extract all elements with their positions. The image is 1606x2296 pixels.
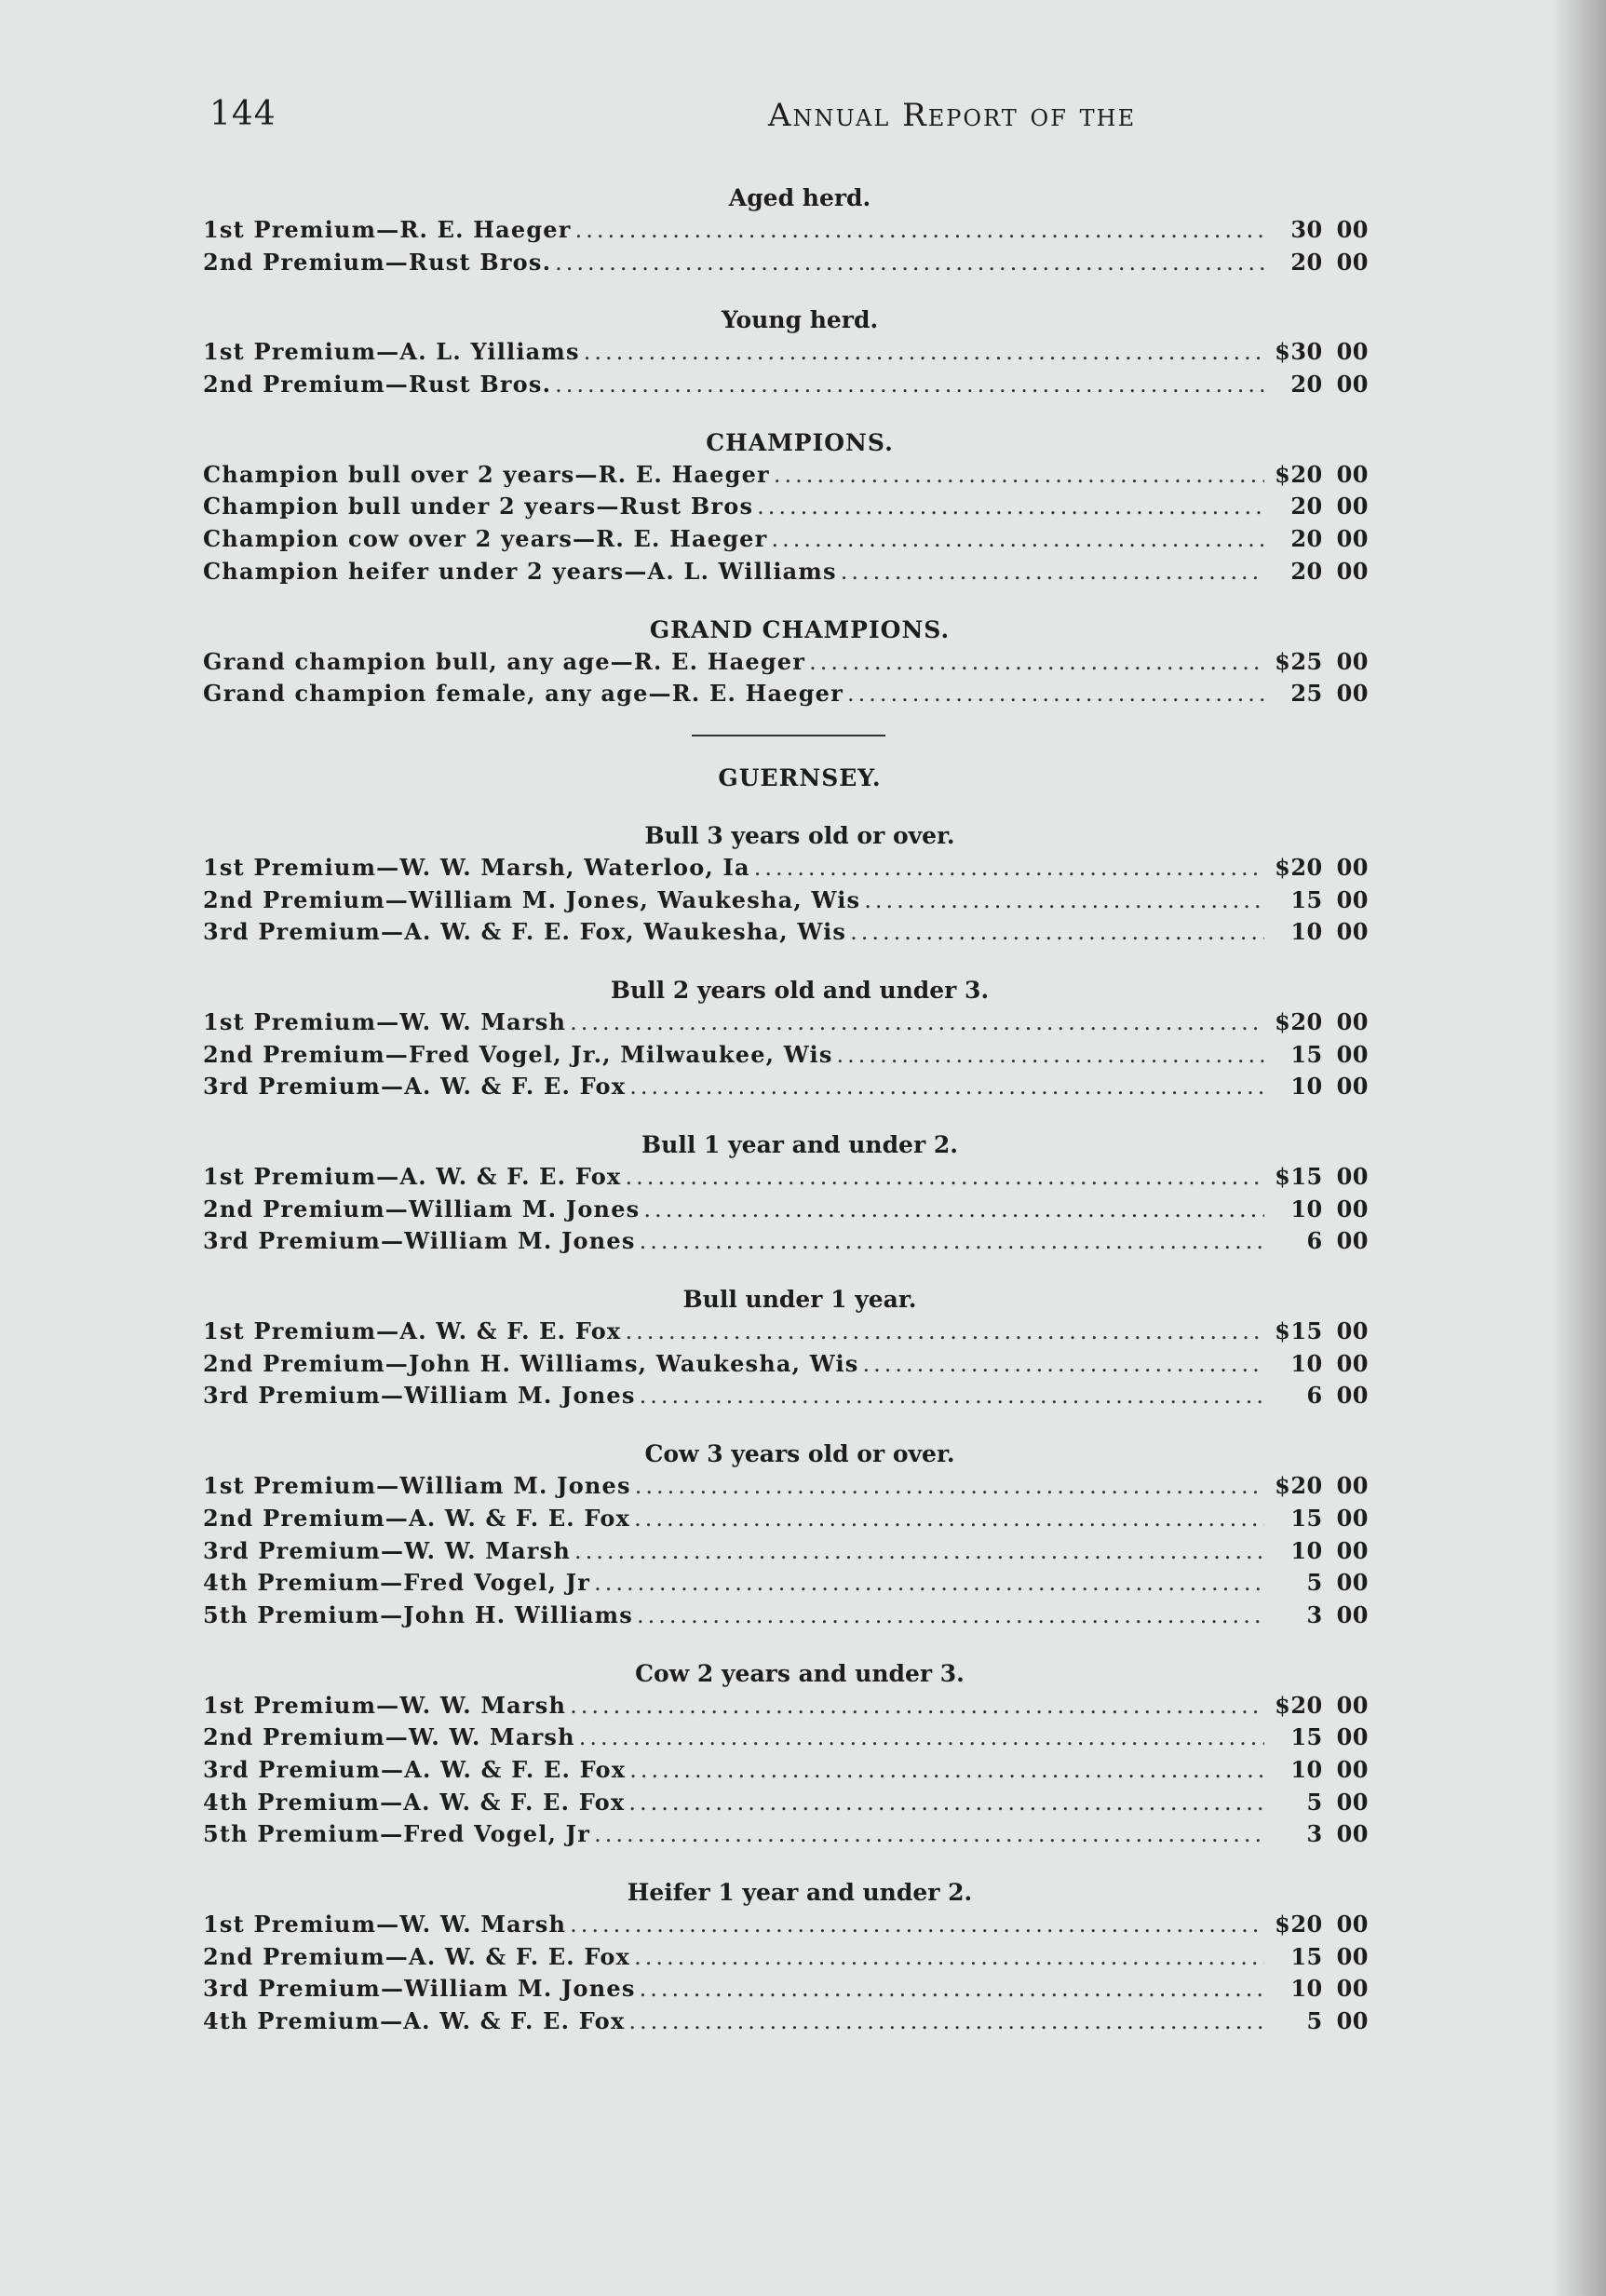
guernsey-sections (203, 820, 1369, 2038)
premium-amount: 15 00 (1290, 1504, 1369, 1532)
dot-leader (860, 885, 1264, 917)
dot-leader (846, 916, 1264, 949)
dot-leader (551, 369, 1264, 401)
premium-row (203, 1039, 1369, 1072)
premium-row (203, 1941, 1369, 1974)
premium-amount: 6 00 (1306, 1382, 1369, 1410)
dot-leader (631, 1470, 1264, 1503)
premium-label: 4th Premium—A. W. & F. E. Fox (203, 1788, 626, 1816)
premium-amount: 20 00 (1290, 371, 1369, 398)
dot-leader (621, 1316, 1264, 1348)
premium-amount: 10 00 (1290, 1755, 1369, 1783)
premium-label: 2nd Premium—John H. Williams, Waukesha, Wis (203, 1349, 859, 1377)
premium-label: 1st Premium—A. L. Yilliams (203, 338, 580, 366)
premium-amount: 10 00 (1290, 1195, 1369, 1222)
premium-amount: 10 00 (1290, 1073, 1369, 1101)
premium-amount: 30 00 (1290, 216, 1369, 243)
premium-amount: 25 00 (1290, 680, 1369, 708)
premium-label: 2nd Premium—William M. Jones, Waukesha, Wis (203, 885, 861, 913)
premium-amount: 5 00 (1306, 1569, 1369, 1597)
dot-leader (625, 2006, 1264, 2038)
premium-row (203, 646, 1369, 679)
premium-row (203, 1973, 1369, 2006)
premium-row (203, 1600, 1369, 1632)
premium-label: 2nd Premium—Rust Bros. (203, 248, 552, 276)
dot-leader (633, 1600, 1264, 1632)
premium-label: 5th Premium—Fred Vogel, Jr (203, 1820, 591, 1848)
premium-label: 2nd Premium—A. W. & F. E. Fox (203, 1942, 631, 1970)
dot-leader (590, 1818, 1264, 1851)
premium-row (203, 1690, 1369, 1722)
premium-label: 1st Premium—W. W. Marsh (203, 1007, 567, 1035)
dot-leader (566, 1690, 1264, 1722)
dot-leader (753, 491, 1264, 523)
dot-leader (580, 336, 1264, 369)
page-header (209, 95, 1373, 142)
premium-amount: $20 00 (1275, 460, 1369, 488)
section-heading: Heifer 1 year and under 2. (627, 1879, 973, 1906)
premium-amount: 3 00 (1306, 1820, 1369, 1848)
premium-row (203, 1316, 1369, 1348)
premium-label: 3rd Premium—A. W. & F. E. Fox (203, 1073, 627, 1101)
premium-amount: $20 00 (1275, 1911, 1369, 1938)
premium-row (203, 491, 1369, 523)
dot-leader (566, 1006, 1264, 1039)
dot-leader (571, 1535, 1264, 1568)
premium-label: 3rd Premium—W. W. Marsh (203, 1536, 571, 1564)
dot-leader (750, 852, 1264, 885)
premium-row (203, 1535, 1369, 1568)
dot-leader (625, 1787, 1264, 1819)
premium-amount: 15 00 (1290, 1723, 1369, 1751)
page-number: 144 (209, 95, 277, 133)
premium-row (203, 1787, 1369, 1819)
premium-label: Champion heifer under 2 years—A. L. Williams (203, 557, 837, 585)
premium-label: 2nd Premium—Rust Bros. (203, 371, 552, 398)
premium-row (203, 336, 1369, 369)
premium-label: 2nd Premium—Fred Vogel, Jr., Milwaukee, Wis (203, 1040, 833, 1068)
premium-amount: $20 00 (1275, 1472, 1369, 1500)
dot-leader (590, 1567, 1264, 1600)
premium-row (203, 369, 1369, 401)
shorthorn-sections (203, 182, 1369, 710)
premium-row (203, 1470, 1369, 1503)
section-heading: Bull 1 year and under 2. (641, 1131, 958, 1158)
section-heading: Aged herd. (728, 184, 871, 211)
premium-row (203, 1225, 1369, 1258)
section-heading: Bull under 1 year. (682, 1286, 917, 1314)
premium-row (203, 2006, 1369, 2038)
premium-row (203, 1380, 1369, 1412)
premium-amount: 6 00 (1306, 1227, 1369, 1255)
premium-label: 4th Premium—A. W. & F. E. Fox (203, 2007, 626, 2035)
premium-label: 1st Premium—William M. Jones (203, 1472, 631, 1500)
premium-amount: $30 00 (1275, 338, 1369, 366)
premium-amount: 10 00 (1290, 1975, 1369, 2003)
premium-amount: 20 00 (1290, 525, 1369, 553)
premium-label: 3rd Premium—A. W. & F. E. Fox, Waukesha, Wis (203, 918, 847, 946)
premium-label: 3rd Premium—William M. Jones (203, 1382, 636, 1410)
premium-label: 3rd Premium—William M. Jones (203, 1975, 636, 2003)
dot-leader (843, 678, 1264, 710)
premium-label: 3rd Premium—A. W. & F. E. Fox (203, 1755, 627, 1783)
section-heading: Cow 3 years old or over. (644, 1440, 955, 1468)
dot-leader (621, 1161, 1264, 1194)
premium-row (203, 247, 1369, 279)
premium-label: 1st Premium—A. W. & F. E. Fox (203, 1317, 622, 1345)
premium-row (203, 852, 1369, 885)
running-head: Annual Report of the (768, 97, 1137, 134)
premium-amount: 10 00 (1290, 1349, 1369, 1377)
premium-row (203, 885, 1369, 917)
dot-leader (805, 646, 1264, 679)
dot-leader (626, 1754, 1264, 1787)
premium-label: Grand champion female, any age—R. E. Haeger (203, 680, 843, 708)
premium-label: 1st Premium—R. E. Haeger (203, 216, 572, 243)
dot-leader (770, 459, 1264, 492)
premium-label: 1st Premium—A. W. & F. E. Fox (203, 1163, 622, 1190)
dot-leader (575, 1722, 1264, 1754)
dot-leader (630, 1941, 1264, 1974)
dot-leader (551, 247, 1264, 279)
premium-list (203, 182, 1369, 2038)
premium-row (203, 916, 1369, 949)
premium-amount: $15 00 (1275, 1317, 1369, 1345)
premium-amount: 15 00 (1290, 885, 1369, 913)
premium-label: 2nd Premium—William M. Jones (203, 1195, 641, 1222)
premium-row (203, 523, 1369, 556)
premium-label: 1st Premium—W. W. Marsh, Waterloo, Ia (203, 853, 750, 881)
premium-row (203, 1348, 1369, 1381)
dot-leader (837, 556, 1264, 588)
section-heading: Young herd. (721, 306, 879, 334)
dot-leader (636, 1380, 1264, 1412)
dot-leader (626, 1071, 1264, 1103)
premium-amount: $15 00 (1275, 1163, 1369, 1190)
premium-label: Champion cow over 2 years—R. E. Haeger (203, 525, 768, 553)
premium-amount: $25 00 (1275, 647, 1369, 675)
premium-row (203, 1194, 1369, 1226)
breed-heading: GUERNSEY. (718, 763, 882, 791)
premium-amount: $20 00 (1275, 1691, 1369, 1719)
premium-amount: 20 00 (1290, 493, 1369, 520)
premium-row (203, 214, 1369, 247)
premium-row (203, 678, 1369, 710)
dot-leader (572, 214, 1264, 247)
premium-amount: $20 00 (1275, 1007, 1369, 1035)
section-heading: Cow 2 years and under 3. (635, 1659, 965, 1687)
premium-label: 1st Premium—W. W. Marsh (203, 1911, 567, 1938)
section-divider (692, 735, 885, 736)
premium-amount: 3 00 (1306, 1600, 1369, 1628)
dot-leader (636, 1973, 1264, 2006)
dot-leader (566, 1909, 1264, 1941)
dot-leader (768, 523, 1265, 556)
premium-row (203, 1006, 1369, 1039)
premium-amount: $20 00 (1275, 853, 1369, 881)
premium-label: Champion bull under 2 years—Rust Bros (203, 493, 754, 520)
premium-label: 5th Premium—John H. Williams (203, 1600, 633, 1628)
premium-row (203, 459, 1369, 492)
section-heading: GRAND CHAMPIONS. (649, 615, 951, 643)
premium-label: 2nd Premium—W. W. Marsh (203, 1723, 575, 1751)
premium-label: Champion bull over 2 years—R. E. Haeger (203, 460, 770, 488)
premium-label: 2nd Premium—A. W. & F. E. Fox (203, 1504, 631, 1532)
dot-leader (636, 1225, 1264, 1258)
premium-row (203, 1071, 1369, 1103)
dot-leader (859, 1348, 1264, 1381)
dot-leader (640, 1194, 1264, 1226)
premium-row (203, 1567, 1369, 1600)
premium-amount: 10 00 (1290, 918, 1369, 946)
page-edge-shadow (1550, 0, 1606, 2296)
dot-leader (630, 1503, 1264, 1535)
premium-row (203, 1909, 1369, 1941)
section-heading: Bull 3 years old or over. (644, 821, 955, 849)
premium-label: 1st Premium—W. W. Marsh (203, 1691, 567, 1719)
premium-amount: 15 00 (1290, 1040, 1369, 1068)
premium-row (203, 556, 1369, 588)
premium-amount: 20 00 (1290, 557, 1369, 585)
premium-row (203, 1754, 1369, 1787)
section-heading: Bull 2 years old and under 3. (610, 976, 990, 1004)
premium-row (203, 1161, 1369, 1194)
dot-leader (833, 1039, 1264, 1072)
premium-amount: 15 00 (1290, 1942, 1369, 1970)
premium-label: 4th Premium—Fred Vogel, Jr (203, 1569, 591, 1597)
section-heading: CHAMPIONS. (706, 428, 894, 456)
premium-amount: 5 00 (1306, 2007, 1369, 2035)
premium-amount: 20 00 (1290, 248, 1369, 276)
premium-label: Grand champion bull, any age—R. E. Haeger (203, 647, 806, 675)
premium-row (203, 1722, 1369, 1754)
premium-label: 3rd Premium—William M. Jones (203, 1227, 636, 1255)
premium-amount: 5 00 (1306, 1788, 1369, 1816)
premium-row (203, 1503, 1369, 1535)
premium-amount: 10 00 (1290, 1536, 1369, 1564)
premium-row (203, 1818, 1369, 1851)
